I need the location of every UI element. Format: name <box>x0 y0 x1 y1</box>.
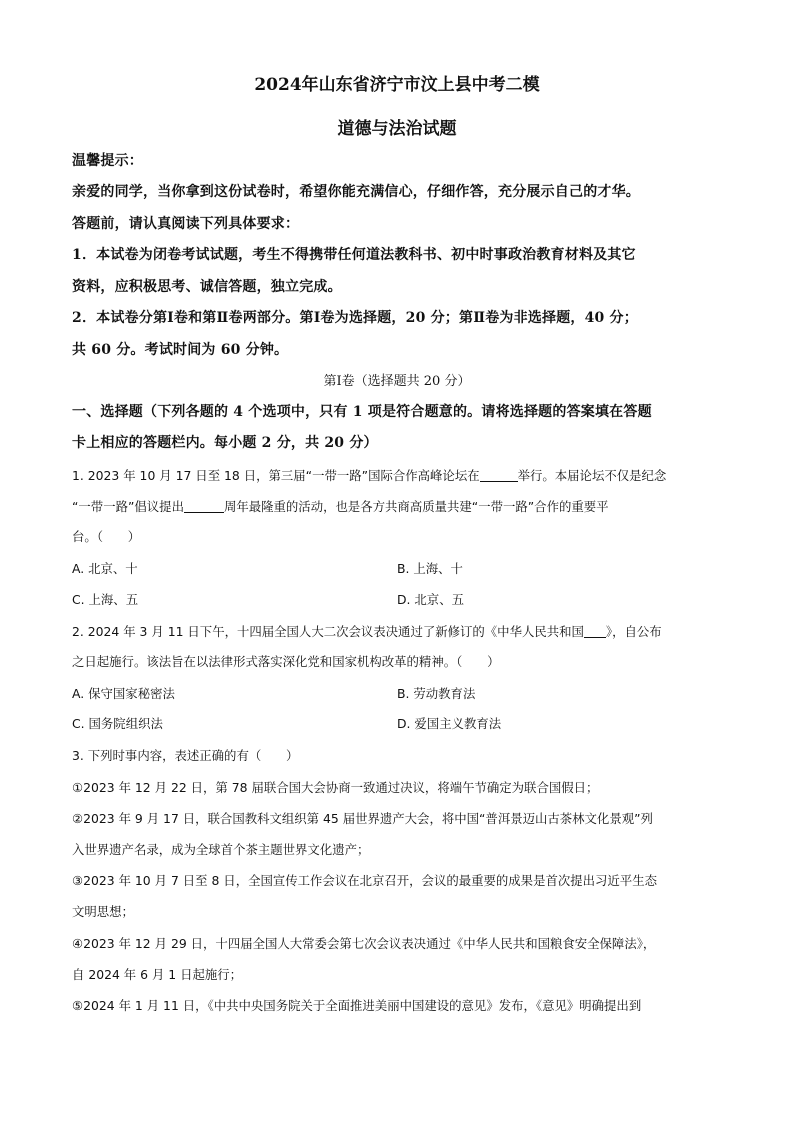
answer-blank <box>584 625 606 638</box>
question-3-item: ③2023 年 10 月 7 日至 8 日，全国宣传工作会议在北京召开，会议的最重要的成果是首次提出习近平生态 <box>72 873 657 888</box>
question-3-item: 自 2024 年 6 月 1 日起施行； <box>72 967 243 982</box>
exam-title: 2024年山东省济宁市汶上县中考二模 <box>254 75 540 95</box>
notice-line: 亲爱的同学，当你拿到这份试卷时，希望你能充满信心，仔细作答，充分展示自己的才华。 <box>72 184 640 200</box>
question-3-item: 文明思想； <box>72 904 134 919</box>
question-3-item: ⑤2024 年 1 月 11 日，《中共中央国务院关于全面推进美丽中国建设的意见》发布，《意见》明确提出到 <box>72 998 642 1013</box>
notice-line: 1．本试卷为闭卷考试试题，考生不得携带任何道法教科书、初中时事政治教育材料及其它 <box>72 247 636 263</box>
notice-line: 资料，应积极思考、诚信答题，独立完成。 <box>72 279 342 295</box>
question-1-stem: 1. 2023 年 10 月 17 日至 18 日，第三届“一带一路”国际合作高峰论坛在 举行。本届论坛不仅是纪念 <box>72 468 667 483</box>
question-3-stem: 3. 下列时事内容，表述正确的有（ ） <box>72 748 299 763</box>
notice-line: 共 60 分。考试时间为 60 分钟。 <box>72 342 289 358</box>
question-1-option-b[interactable]: B. 上海、十 <box>397 561 463 576</box>
question-1-stem: “一带一路”倡议提出 周年最隆重的活动，也是各方共商高质量共建“一带一路”合作的重要平 <box>72 499 609 514</box>
exam-subtitle: 道德与法治试题 <box>337 119 457 139</box>
question-3-item: ①2023 年 12 月 22 日，第 78 届联合国大会协商一致通过决议，将端午节确定为联合国假日； <box>72 780 599 795</box>
answer-blank <box>184 500 224 513</box>
question-1-stem: 台。（ ） <box>72 529 141 544</box>
question-2-stem: 2. 2024 年 3 月 11 日下午，十四届全国人大二次会议表决通过了新修订的《中华人民共和国 》，自公布 <box>72 624 662 639</box>
question-1-option-d[interactable]: D. 北京、五 <box>397 592 464 607</box>
section-instruction: 卡上相应的答题栏内。每小题 2 分，共 20 分） <box>72 435 378 451</box>
question-2-option-c[interactable]: C. 国务院组织法 <box>72 716 163 731</box>
question-2-option-d[interactable]: D. 爱国主义教育法 <box>397 716 502 731</box>
question-2-stem: 之日起施行。该法旨在以法律形式落实深化党和国家机构改革的精神。（ ） <box>72 654 500 669</box>
answer-blank <box>480 469 518 482</box>
question-2-option-b[interactable]: B. 劳动教育法 <box>397 686 476 701</box>
question-2-option-a[interactable]: A. 保守国家秘密法 <box>72 686 175 701</box>
question-3-item: ④2023 年 12 月 29 日，十四届全国人大常委会第七次会议表决通过《中华人民共和国粮食安全保障法》， <box>72 936 656 951</box>
notice-line: 2．本试卷分第Ⅰ卷和第Ⅱ卷两部分。第Ⅰ卷为选择题，20 分；第Ⅱ卷为非选择题，40 分； <box>72 310 638 326</box>
notice-line: 答题前，请认真阅读下列具体要求： <box>72 216 300 232</box>
notice-heading: 温馨提示： <box>72 153 143 169</box>
question-3-item: 入世界遗产名录，成为全球首个茶主题世界文化遗产； <box>72 842 370 857</box>
question-1-option-a[interactable]: A. 北京、十 <box>72 561 138 576</box>
part1-title: 第Ⅰ卷（选择题共 20 分） <box>323 374 471 389</box>
section-instruction: 一、选择题（下列各题的 4 个选项中，只有 1 项是符合题意的。请将选择题的答案填在答题 <box>72 404 652 420</box>
question-3-item: ②2023 年 9 月 17 日，联合国教科文组织第 45 届世界遗产大会，将中国“普洱景迈山古茶林文化景观”列 <box>72 811 653 826</box>
question-1-option-c[interactable]: C. 上海、五 <box>72 592 139 607</box>
